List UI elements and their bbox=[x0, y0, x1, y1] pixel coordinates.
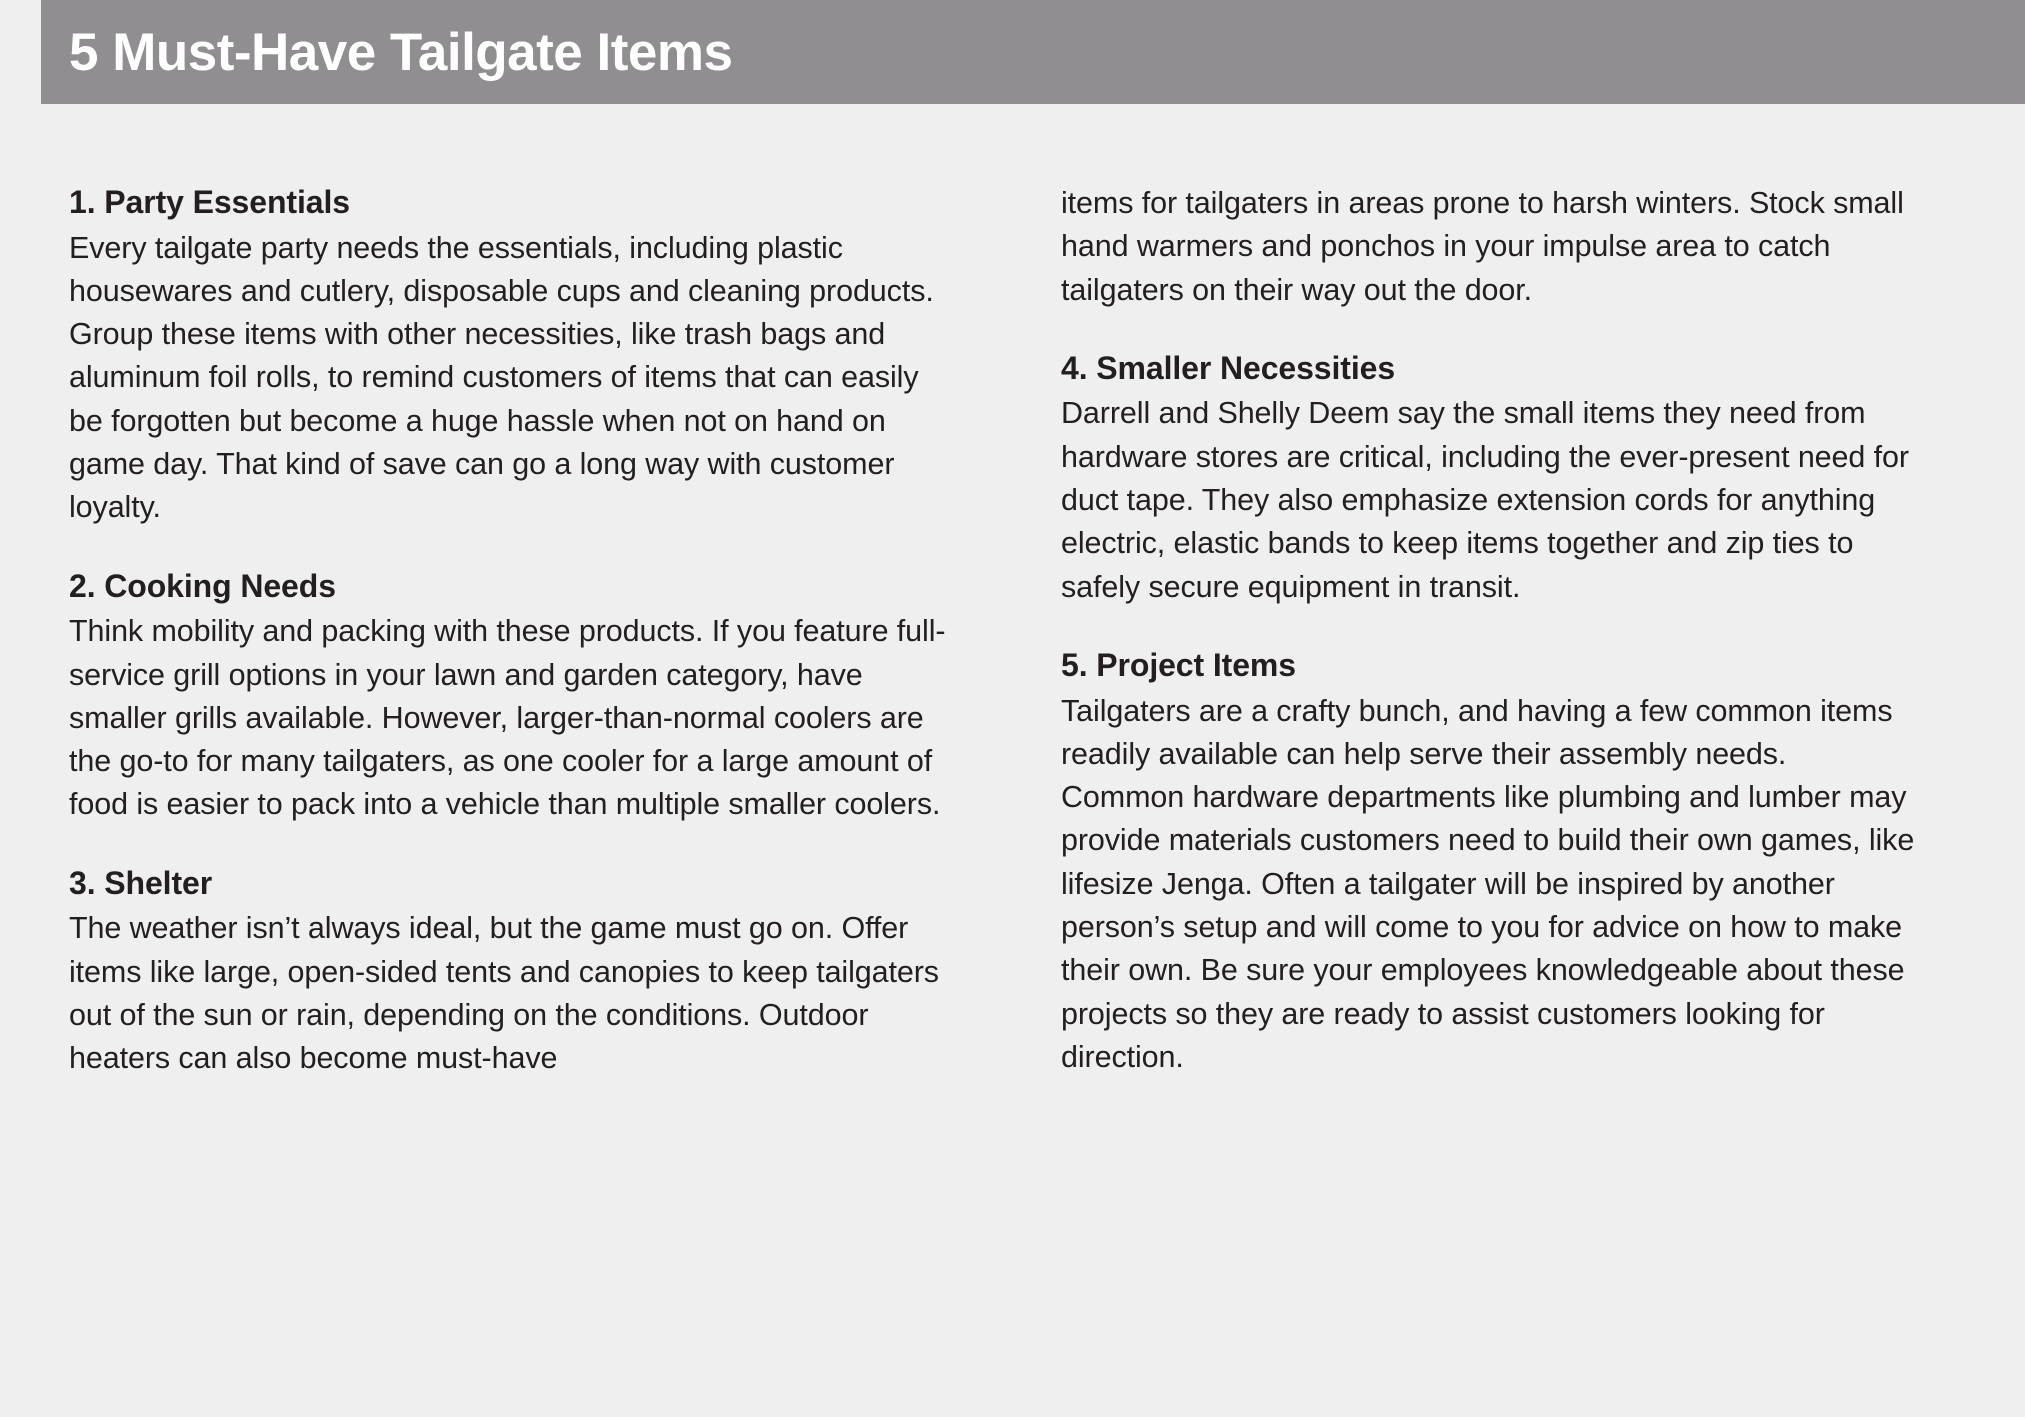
section-heading: 1. Party Essentials bbox=[69, 184, 350, 220]
page-title: 5 Must-Have Tailgate Items bbox=[69, 22, 733, 82]
section-body: Think mobility and packing with these products. If you feature full-service grill options in your lawn and garden category, have smaller grills available. However, larger-than-normal coolers are the go-to for many tailgaters, as one cooler for a large amount of food is easier to pack into a vehicle than multiple smaller coolers. bbox=[69, 614, 946, 822]
section-project-items bbox=[1061, 645, 1915, 1079]
section-body: Every tailgate party needs the essentials, including plastic housewares and cutlery, disposable cups and cleaning products. Group these items with other necessities, like trash bags and aluminum foil rolls, to remind customers of items that can easily be forgotten but become a huge hassle when not on hand on game day. That kind of save can go a long way with customer loyalty. bbox=[69, 230, 934, 525]
section-cooking-needs bbox=[69, 566, 948, 827]
section-shelter bbox=[69, 863, 948, 1081]
section-body: Tailgaters are a crafty bunch, and having a few common items readily available can help serve their assembly needs. Common hardware departments like plumbing and lumber may provide materials customers need to build their own games, like lifesize Jenga. Often a tailgater will be inspired by another person’s setup and will come to you for advice on how to make their own. Be sure your employees knowledgeable about these projects so they are ready to assist customers looking for direction. bbox=[1061, 693, 1915, 1074]
section-heading: 5. Project Items bbox=[1061, 646, 1296, 683]
left-column bbox=[41, 104, 1008, 1417]
section-heading: 2. Cooking Needs bbox=[69, 567, 336, 604]
section-heading: 3. Shelter bbox=[69, 864, 213, 901]
section-smaller-necessities bbox=[1061, 348, 1915, 609]
section-party-essentials bbox=[69, 182, 948, 530]
section-heading: 4. Smaller Necessities bbox=[1061, 349, 1396, 386]
section-shelter-continued: items for tailgaters in areas prone to harsh winters. Stock small hand warmers and ponchos in your impulse area to catch tailgaters on their way out the door. bbox=[1061, 186, 1904, 307]
right-column bbox=[1008, 104, 1975, 1417]
section-body: Darrell and Shelly Deem say the small items they need from hardware stores are critical, including the ever-present need for duct tape. They also emphasize extension cords for anything electric, elastic bands to keep items together and zip ties to safely secure equipment in transit. bbox=[1061, 396, 1909, 604]
article-body bbox=[41, 104, 1975, 1417]
page-header bbox=[41, 0, 2025, 104]
section-body: The weather isn’t always ideal, but the game must go on. Offer items like large, open-sided tents and canopies to keep tailgaters out of the sun or rain, depending on the conditions. Outdoor heaters can also become must-have bbox=[69, 911, 939, 1076]
